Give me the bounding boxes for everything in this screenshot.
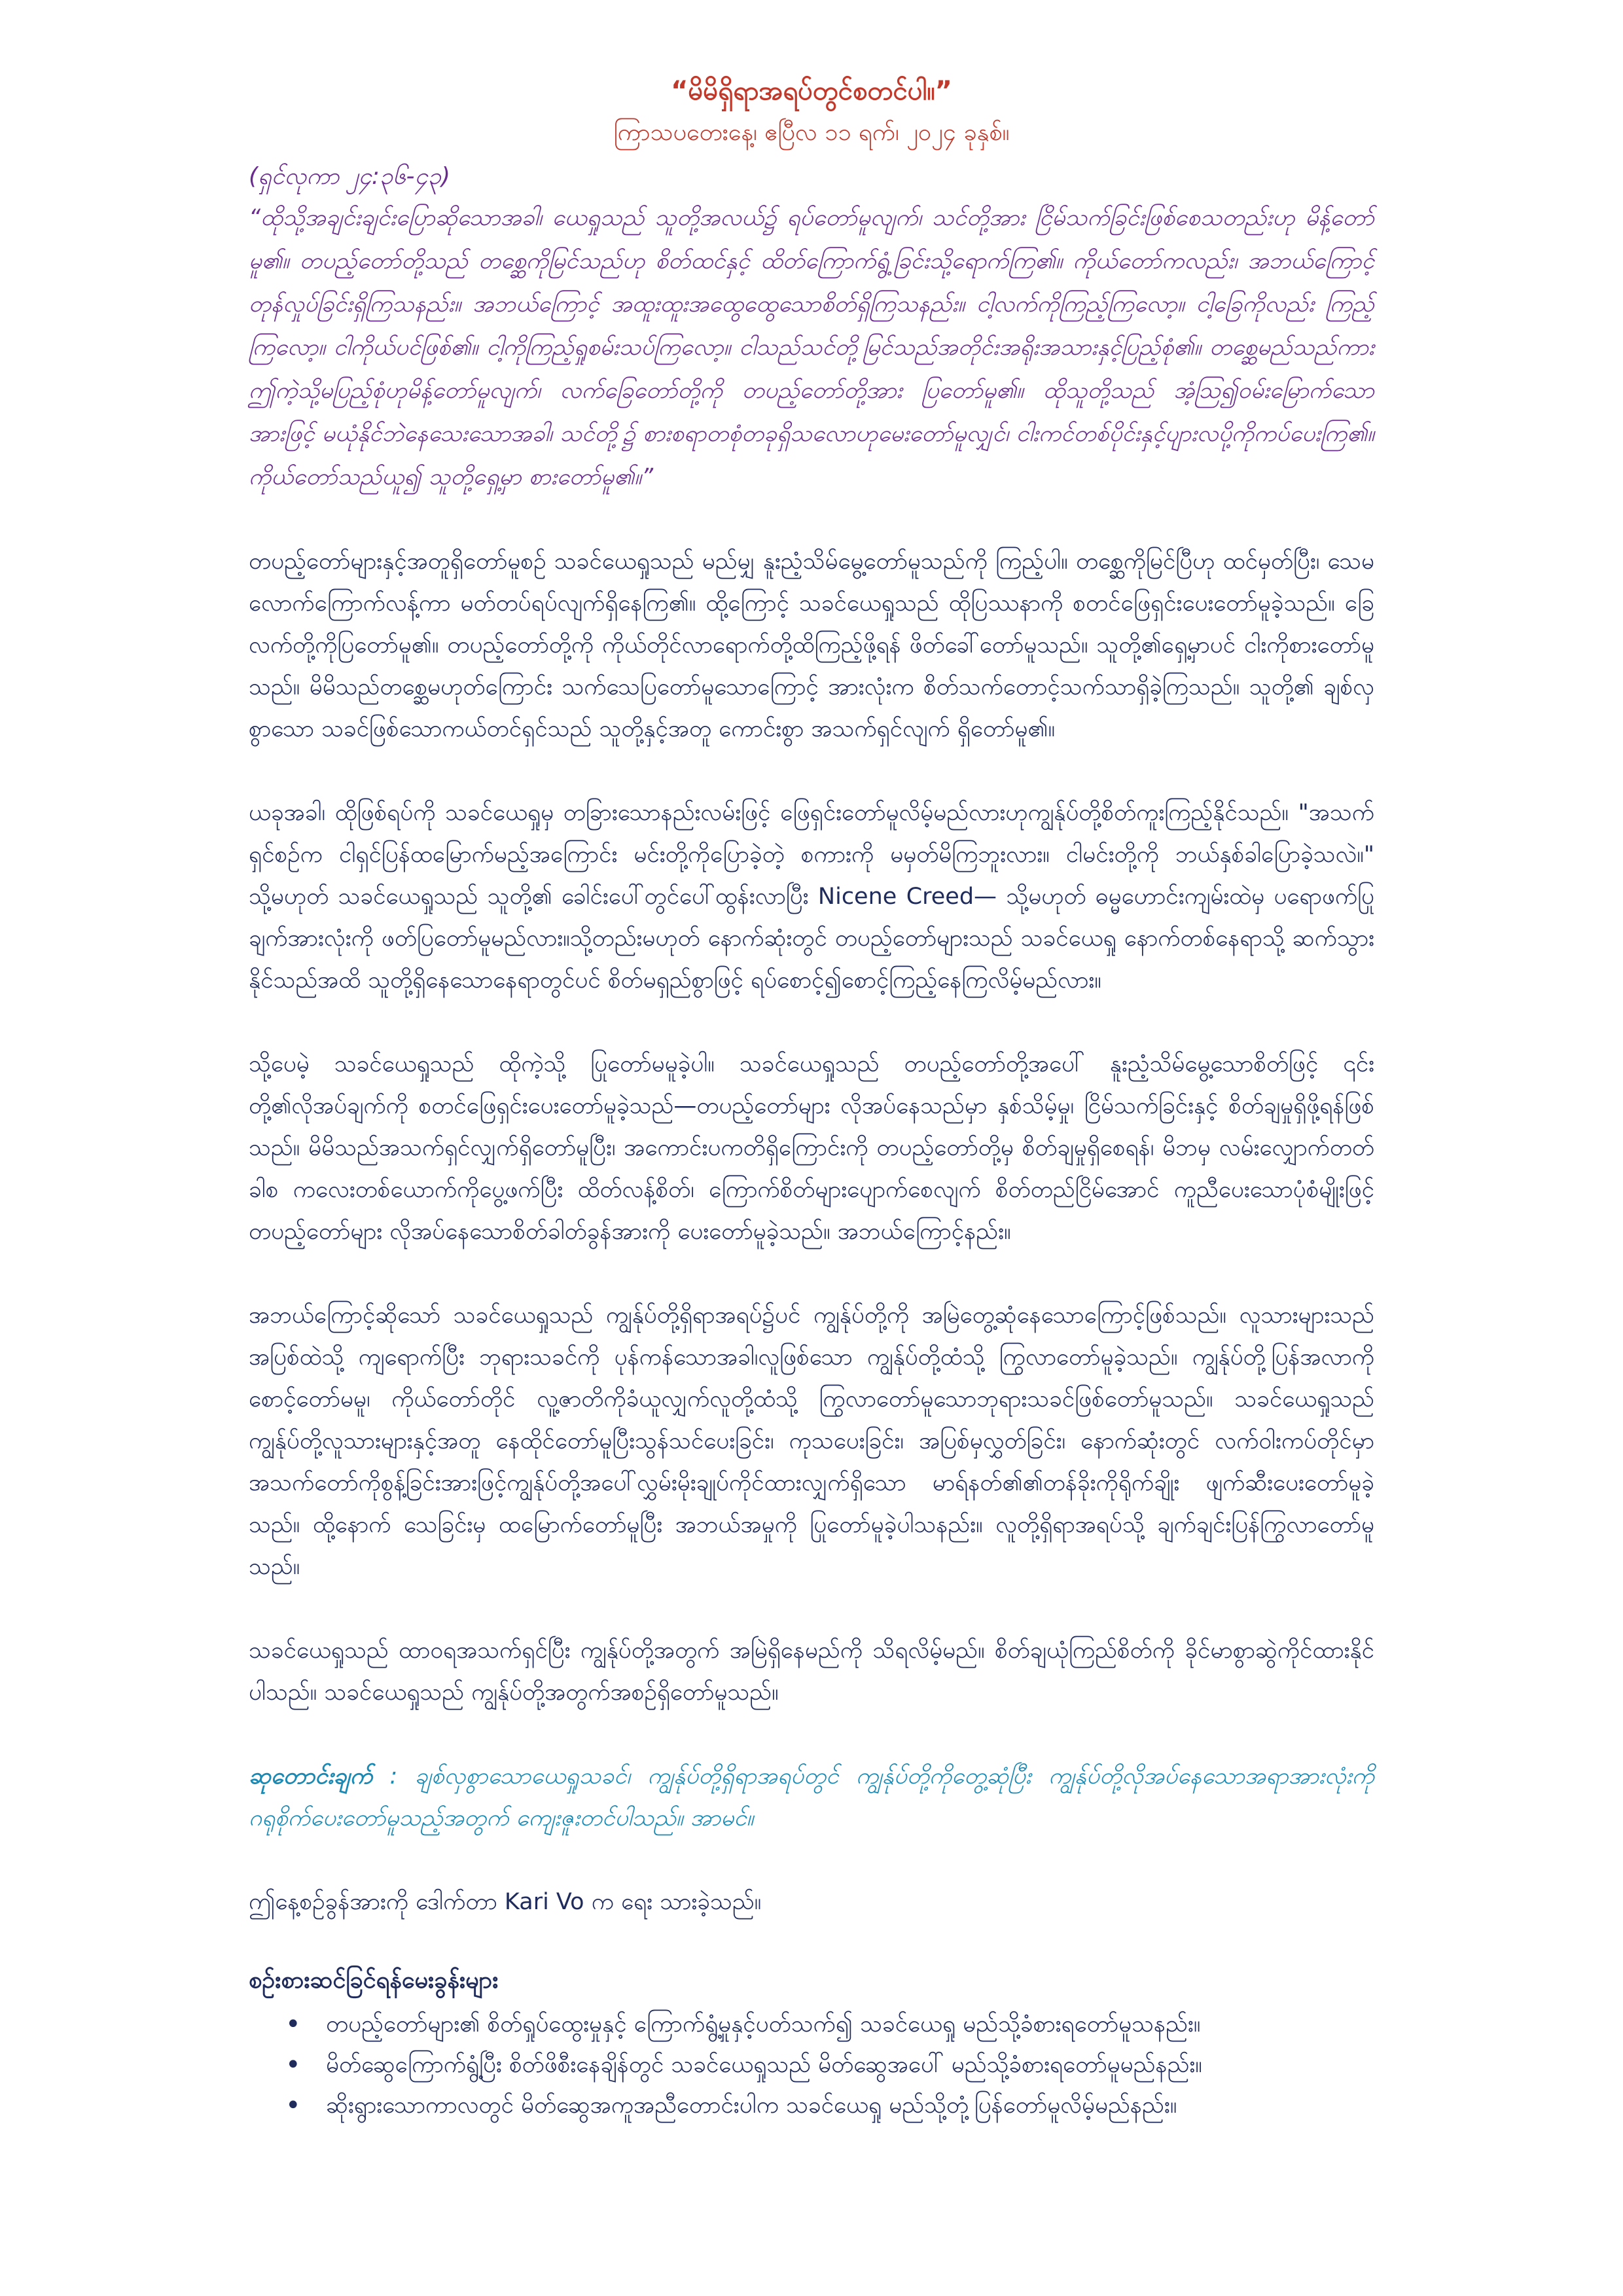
body-paragraph: တပည့်တော်များနှင့်အတူရှိတော်မူစဉ် သခင်ယေရှုသည် မည်မျှ နူးညံ့သိမ်မွေ့တော်မူသည်ကို ကြည့်ပါ။ တစ္ဆေကိုမြင်ပြီဟု ထင်မှတ်ပြီး၊ သေမလောက်ကြောက်လန့်ကာ မတ်တပ်ရပ်လျက်ရှိနေကြ၏။ ထို့ကြောင့် သခင်ယေရှုသည် ထိုပြဿနာကို စတင်ဖြေရှင်းပေးတော်မူခဲ့သည်။ ခြေလက်တို့ကိုပြတော်မူ၏။ တပည့်တော်တို့ကို ကိုယ်တိုင်လာရောက်တို့ထိကြည့်ဖို့ရန် ဖိတ်ခေါ်တော်မူသည်။ သူတို့၏ရှေ့မှာပင် ငါးကိုစားတော်မူသည်။ မိမိသည်တစ္ဆေမဟုတ်ကြောင်း သက်သေပြတော်မူသောကြောင့် အားလုံးက စိတ်သက်တောင့်သက်သာရှိခဲ့ကြသည်။ သူတို့၏ ချစ်လှစွာသော သခင်ဖြစ်သောကယ်တင်ရှင်သည် သူတို့နှင့်အတူ ကောင်းစွာ အသက်ရှင်လျက် ရှိတော်မူ၏။ — [249, 548, 1374, 742]
body-paragraph: အဘယ်ကြောင့်ဆိုသော် သခင်ယေရှုသည် ကျွန်ုပ်တို့ရှိရာအရပ်၌ပင် ကျွန်ုပ်တို့ကို အမြဲတွေ့ဆုံနေသောကြောင့်ဖြစ်သည်။ လူသားများသည်အပြစ်ထဲသို့ ကျရောက်ပြီး ဘုရားသခင်ကို ပုန်ကန်သောအခါ၊လူဖြစ်သော ကျွန်ုပ်တို့ထံသို့ ကြွလာတော်မူခဲ့သည်။ ကျွန်ုပ်တို့ပြန်အလာကို စောင့်တော်မမူ၊ ကိုယ်တော်တိုင် လူ့ဇာတိကိုခံယူလျှက်လူတို့ထံသို့ ကြွလာတော်မူသောဘုရားသခင်ဖြစ်တော်မူသည်။ သခင်ယေရှုသည် ကျွန်ုပ်တို့လူသားများနှင့်အတူ နေထိုင်တော်မူပြီးသွန်သင်ပေးခြင်း၊ ကုသပေးခြင်း၊ အပြစ်မှလွှတ်ခြင်း၊ နောက်ဆုံးတွင် လက်ဝါးကပ်တိုင်မှာ အသက်တော်ကိုစွန့်ခြင်းအားဖြင့်ကျွန်ုပ်တို့အပေါ်လွှမ်းမိုးချုပ်ကိုင်ထားလျှက်ရှိသော မာရ်နတ်၏၏တန်ခိုးကိုရိုက်ချိုး ဖျက်ဆီးပေးတော်မူခဲ့သည်။ ထို့နောက် သေခြင်းမှ ထမြောက်တော်မူပြီး အဘယ်အမှုကို ပြုတော်မူခဲ့ပါသနည်း။ လူတို့ရှိရာအရပ်သို့ ချက်ချင်းပြန်ကြွလာတော်မူသည်။ — [249, 1302, 1374, 1580]
prayer-block — [249, 1755, 1374, 1839]
questions-heading: စဉ်းစားဆင်ခြင်ရန်မေးခွန်းများ — [249, 1967, 499, 1994]
list-item: • တပည့်တော်များ၏ စိတ်ရှုပ်ထွေးမှုနှင့် ကြောက်ရွံ့မှုနှင့်ပတ်သက်၍ သခင်ယေရှု မည်သို့ခံစားရတော်မူသနည်း။ — [326, 2004, 1374, 2045]
scripture-quote: “ထိုသို့အချင်းချင်းပြောဆိုသောအခါ၊ ယေရှုသည် သူတို့အလယ်၌ ရပ်တော်မူလျက်၊ သင်တို့အား ငြိမ်သက်ခြင်းဖြစ်စေသတည်းဟု မိန့်တော်မူ၏။ တပည့်တော်တို့သည် တစ္ဆေကိုမြင်သည်ဟု စိတ်ထင်နှင့် ထိတ်ကြောက်ရွံ့ခြင်းသို့ရောက်ကြ၏။ ကိုယ်တော်ကလည်း၊ အဘယ်ကြောင့် တုန်လှုပ်ခြင်းရှိကြသနည်း။ အဘယ်ကြောင့် အထူးထူးအထွေထွေသောစိတ်ရှိကြသနည်း။ ငါ့လက်ကိုကြည့်ကြလော့။ ငါ့ခြေကိုလည်း ကြည့်ကြလော့။ ငါကိုယ်ပင်ဖြစ်၏။ ငါ့ကိုကြည့်ရှုစမ်းသပ်ကြလော့။ ငါသည်သင်တို့မြင်သည်အတိုင်းအရိုးအသားနှင့်ပြည့်စုံ၏။ တစ္ဆေမည်သည်ကား ဤကဲ့သို့မပြည့်စုံဟုမိန့်တော်မူလျက်၊ လက်ခြေတော်တို့ကို တပည့်တော်တို့အား ပြတော်မူ၏။ ထိုသူတို့သည် အံ့ဩ၍ဝမ်းမြောက်သောအားဖြင့် မယုံနိုင်ဘဲနေသေးသောအခါ၊ သင်တို့၌ စားစရာတစုံတခုရှိသလောဟုမေးတော်မူလျှင်၊ ငါးကင်တစ်ပိုင်းနှင့်ပျားလပို့ကိုကပ်ပေးကြ၏။ ကိုယ်တော်သည်ယူ၍ သူတို့ရှေ့မှာ စားတော်မူ၏။” — [249, 205, 1374, 490]
list-item: • မိတ်ဆွေကြောက်ရွံ့ပြီး စိတ်ဖိစီးနေချိန်တွင် သခင်ယေရှုသည် မိတ်ဆွေအပေါ် မည်သို့ခံစားရတော်မူမည်နည်း။ — [326, 2045, 1374, 2085]
prayer-text: ချစ်လှစွာသောယေရှုသခင်၊ ကျွန်ုပ်တို့ရှိရာအရပ်တွင် ကျွန်ုပ်တို့ကိုတွေ့ဆုံပြီး ကျွန်ုပ်တို့လိုအပ်နေသောအရာအားလုံးကို ဂရုစိုက်ပေးတော်မူသည့်အတွက် ကျေးဇူးတင်ပါသည်။ အာမင်။ — [249, 1763, 1374, 1831]
date-line: ကြာသပတေးနေ့၊ ဧပြီလ ၁၁ ရက်၊ ၂၀၂၄ ခုနှစ်။ — [613, 119, 1010, 146]
prayer-label: ဆုတောင်းချက် — [249, 1763, 373, 1789]
page-title: “မိမိရှိရာအရပ်တွင်စတင်ပါ။” — [671, 76, 952, 106]
prayer-separator: : — [372, 1763, 398, 1789]
body-paragraph: ယခုအခါ၊ ထိုဖြစ်ရပ်ကို သခင်ယေရှုမှ တခြားသောနည်းလမ်းဖြင့် ဖြေရှင်းတော်မူလိမ့်မည်လားဟုကျွန်ုပ်တို့စိတ်ကူးကြည့်နိုင်သည်။ "အသက်ရှင်စဉ်က ငါရှင်ပြန်ထမြောက်မည့်အကြောင်း မင်းတို့ကိုပြောခဲ့တဲ့ စကားကို မမှတ်မိကြဘူးလား။ ငါမင်းတို့ကို ဘယ်နှစ်ခါပြောခဲ့သလဲ။" သို့မဟုတ် သခင်ယေရှုသည် သူတို့၏ ခေါင်းပေါ်တွင်ပေါ်ထွန်းလာပြီး Nicene Creed— သို့မဟုတ် ဓမ္မဟောင်းကျမ်းထဲမှ ပရောဖက်ပြုချက်အားလုံးကို ဖတ်ပြတော်မူမည်လား။သို့တည်းမဟုတ် နောက်ဆုံးတွင် တပည့်တော်များသည် သခင်ယေရှု နောက်တစ်နေရာသို့ ဆက်သွားနိုင်သည်အထိ သူတို့ရှိနေသောနေရာတွင်ပင် စိတ်မရှည်စွာဖြင့် ရပ်စောင့်၍စောင့်ကြည့်နေကြလိမ့်မည်လား။ — [249, 800, 1374, 994]
body-paragraph: သခင်ယေရှုသည် ထာဝရအသက်ရှင်ပြီး ကျွန်ုပ်တို့အတွက် အမြဲရှိနေမည်ကို သိရလိမ့်မည်။ စိတ်ချယုံကြည်စိတ်ကို ခိုင်မာစွာဆွဲကိုင်ထားနိုင်ပါသည်။ သခင်ယေရှုသည် ကျွန်ုပ်တို့အတွက်အစဉ်ရှိတော်မူသည်။ — [249, 1638, 1374, 1706]
list-item: • ဆိုးရွားသောကာလတွင် မိတ်ဆွေအကူအညီတောင်းပါက သခင်ယေရှု မည်သို့တုံ့ပြန်တော်မူလိမ့်မည်နည်း။ — [326, 2085, 1374, 2126]
content-column — [249, 71, 1374, 2126]
scripture-reference: (ရှင်လုကာ ၂၄:၃၆-၄၃) — [249, 163, 451, 190]
body-paragraph: သို့ပေမဲ့ သခင်ယေရှုသည် ထိုကဲ့သို့ ပြုတော်မမူခဲ့ပါ။ သခင်ယေရှုသည် တပည့်တော်တို့အပေါ် နူးညံ့သိမ်မွေ့သောစိတ်ဖြင့် ၎င်းတို့၏လိုအပ်ချက်ကို စတင်ဖြေရှင်းပေးတော်မူခဲ့သည်—တပည့်တော်များ လိုအပ်နေသည်မှာ နှစ်သိမ့်မှု၊ ငြိမ်သက်ခြင်းနှင့် စိတ်ချမှုရှိဖို့ရန်ဖြစ်သည်။ မိမိသည်အသက်ရှင်လျှက်ရှိတော်မူပြီး၊ အကောင်းပကတိရှိကြောင်းကို တပည့်တော်တို့မှ စိတ်ချမှုရှိစေရန်၊ မိဘမှ လမ်းလျှောက်တတ်ခါစ ကလေးတစ်ယောက်ကိုပွေ့ဖက်ပြီး ထိတ်လန့်စိတ်၊ ကြောက်စိတ်များပျောက်စေလျက် စိတ်တည်ငြိမ်အောင် ကူညီပေးသောပုံစံမျိုးဖြင့် တပည့်တော်များ လိုအပ်နေသောစိတ်ခါတ်ခွန်အားကို ပေးတော်မူခဲ့သည်။ အဘယ်ကြောင့်နည်း။ — [249, 1051, 1374, 1245]
author-line: ဤနေ့စဉ်ခွန်အားကို ဒေါက်တာ Kari Vo က ရေး သားခဲ့သည်။ — [249, 1889, 762, 1915]
questions-list — [249, 2004, 1374, 2126]
